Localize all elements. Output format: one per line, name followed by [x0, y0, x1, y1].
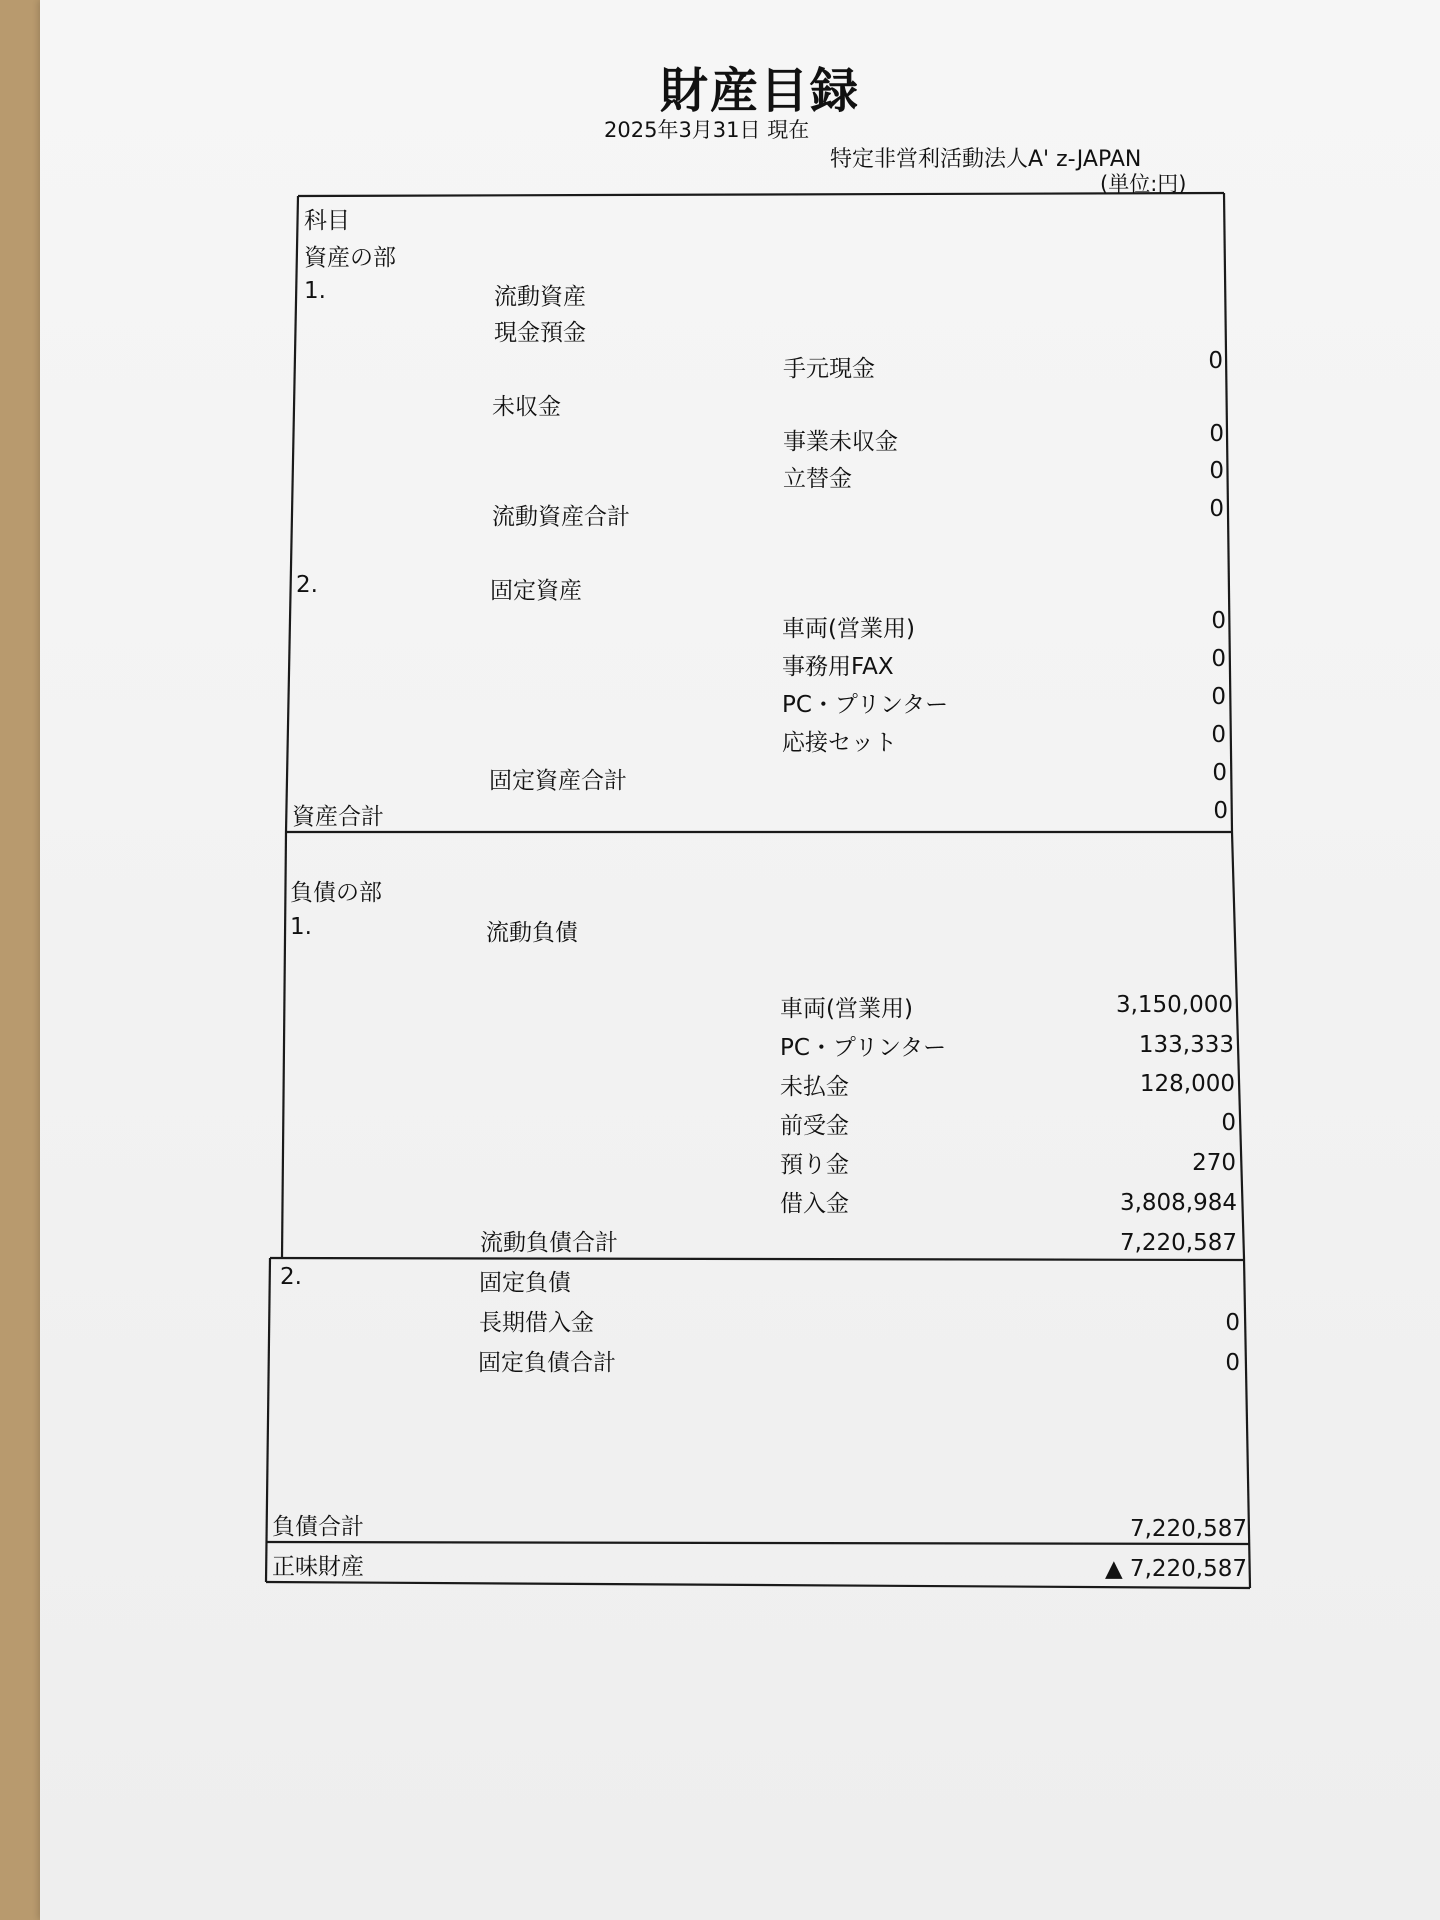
liability-vehicle-label: 車両(営業用) — [780, 996, 913, 1022]
current-liabilities-total-label: 流動負債合計 — [480, 1230, 618, 1256]
liability-pc-printer-label: PC・プリンター — [780, 1035, 947, 1061]
deposits-received-label: 預り金 — [780, 1152, 849, 1178]
current-assets-total-value: 0 — [1209, 496, 1224, 522]
liabilities-section-label: 負債の部 — [290, 880, 382, 906]
table-bottom-border — [266, 1582, 1250, 1588]
reception-set-value: 0 — [1211, 722, 1226, 748]
reception-set-label: 応接セット — [782, 730, 897, 756]
fixed-liabilities-total-label: 固定負債合計 — [478, 1350, 616, 1376]
current-assets-total-label: 流動資産合計 — [492, 504, 630, 530]
fixed-vehicle-value: 0 — [1211, 608, 1226, 634]
current-liabilities-label: 流動負債 — [486, 920, 578, 946]
column-header-subject: 科目 — [304, 208, 350, 234]
liabilities-total-label: 負債合計 — [272, 1514, 364, 1540]
long-term-borrowings-value: 0 — [1225, 1310, 1240, 1336]
fixed-liabilities-total-value: 0 — [1225, 1350, 1240, 1376]
cash-on-hand-value: 0 — [1208, 348, 1223, 374]
liabilities-total-line — [266, 1542, 1250, 1544]
long-term-borrowings-label: 長期借入金 — [479, 1310, 594, 1336]
table-top-border — [298, 193, 1224, 196]
fixed-liabilities-number: 2. — [280, 1264, 302, 1290]
unit-label: (単位:円) — [1100, 172, 1187, 196]
advances-label: 立替金 — [783, 466, 852, 492]
deposits-received-value: 270 — [1192, 1150, 1236, 1176]
organization-name: 特定非営利活動法人A' z-JAPAN — [830, 147, 1142, 172]
business-receivables-label: 事業未収金 — [783, 429, 898, 455]
fixed-pc-printer-value: 0 — [1211, 684, 1226, 710]
cash-deposits-label: 現金預金 — [494, 320, 586, 346]
current-liabilities-number: 1. — [290, 914, 312, 940]
document-title: 財産目録 — [659, 63, 860, 119]
advance-received-value: 0 — [1221, 1110, 1236, 1136]
current-assets-label: 流動資産 — [494, 284, 586, 310]
assets-section-label: 資産の部 — [304, 245, 396, 271]
as-of-date: 2025年3月31日 現在 — [604, 118, 810, 142]
table-left-border-upper — [286, 196, 298, 832]
liabilities-total-value: 7,220,587 — [1129, 1516, 1247, 1542]
table-left-border-middle — [282, 832, 286, 1258]
liability-pc-printer-value: 133,333 — [1138, 1032, 1234, 1058]
office-fax-label: 事務用FAX — [782, 654, 894, 680]
current-liabilities-total-value: 7,220,587 — [1119, 1230, 1237, 1256]
fixed-pc-printer-label: PC・プリンター — [782, 692, 949, 718]
borrowings-label: 借入金 — [780, 1191, 849, 1217]
current-liabilities-divider-line — [270, 1258, 1244, 1260]
business-receivables-value: 0 — [1209, 421, 1224, 447]
cash-on-hand-label: 手元現金 — [783, 356, 875, 382]
fixed-assets-total-label: 固定資産合計 — [489, 768, 627, 794]
current-assets-number: 1. — [304, 278, 326, 304]
assets-total-value: 0 — [1213, 798, 1228, 824]
liability-vehicle-value: 3,150,000 — [1115, 992, 1233, 1018]
office-fax-value: 0 — [1211, 646, 1226, 672]
fixed-assets-number: 2. — [296, 572, 318, 598]
net-assets-value: ▲ 7,220,587 — [1104, 1556, 1247, 1582]
borrowings-value: 3,808,984 — [1119, 1190, 1237, 1216]
fixed-vehicle-label: 車両(営業用) — [782, 616, 915, 642]
accounts-payable-label: 未払金 — [780, 1074, 849, 1100]
receivables-label: 未収金 — [492, 394, 561, 420]
fixed-assets-total-value: 0 — [1212, 760, 1227, 786]
net-assets-label: 正味財産 — [272, 1554, 364, 1580]
advances-value: 0 — [1209, 458, 1224, 484]
fixed-assets-label: 固定資産 — [490, 578, 582, 604]
fixed-liabilities-label: 固定負債 — [479, 1270, 571, 1296]
table-left-border-lower — [266, 1258, 270, 1582]
assets-total-label: 資産合計 — [292, 804, 384, 830]
accounts-payable-value: 128,000 — [1139, 1071, 1235, 1097]
advance-received-label: 前受金 — [780, 1113, 849, 1139]
